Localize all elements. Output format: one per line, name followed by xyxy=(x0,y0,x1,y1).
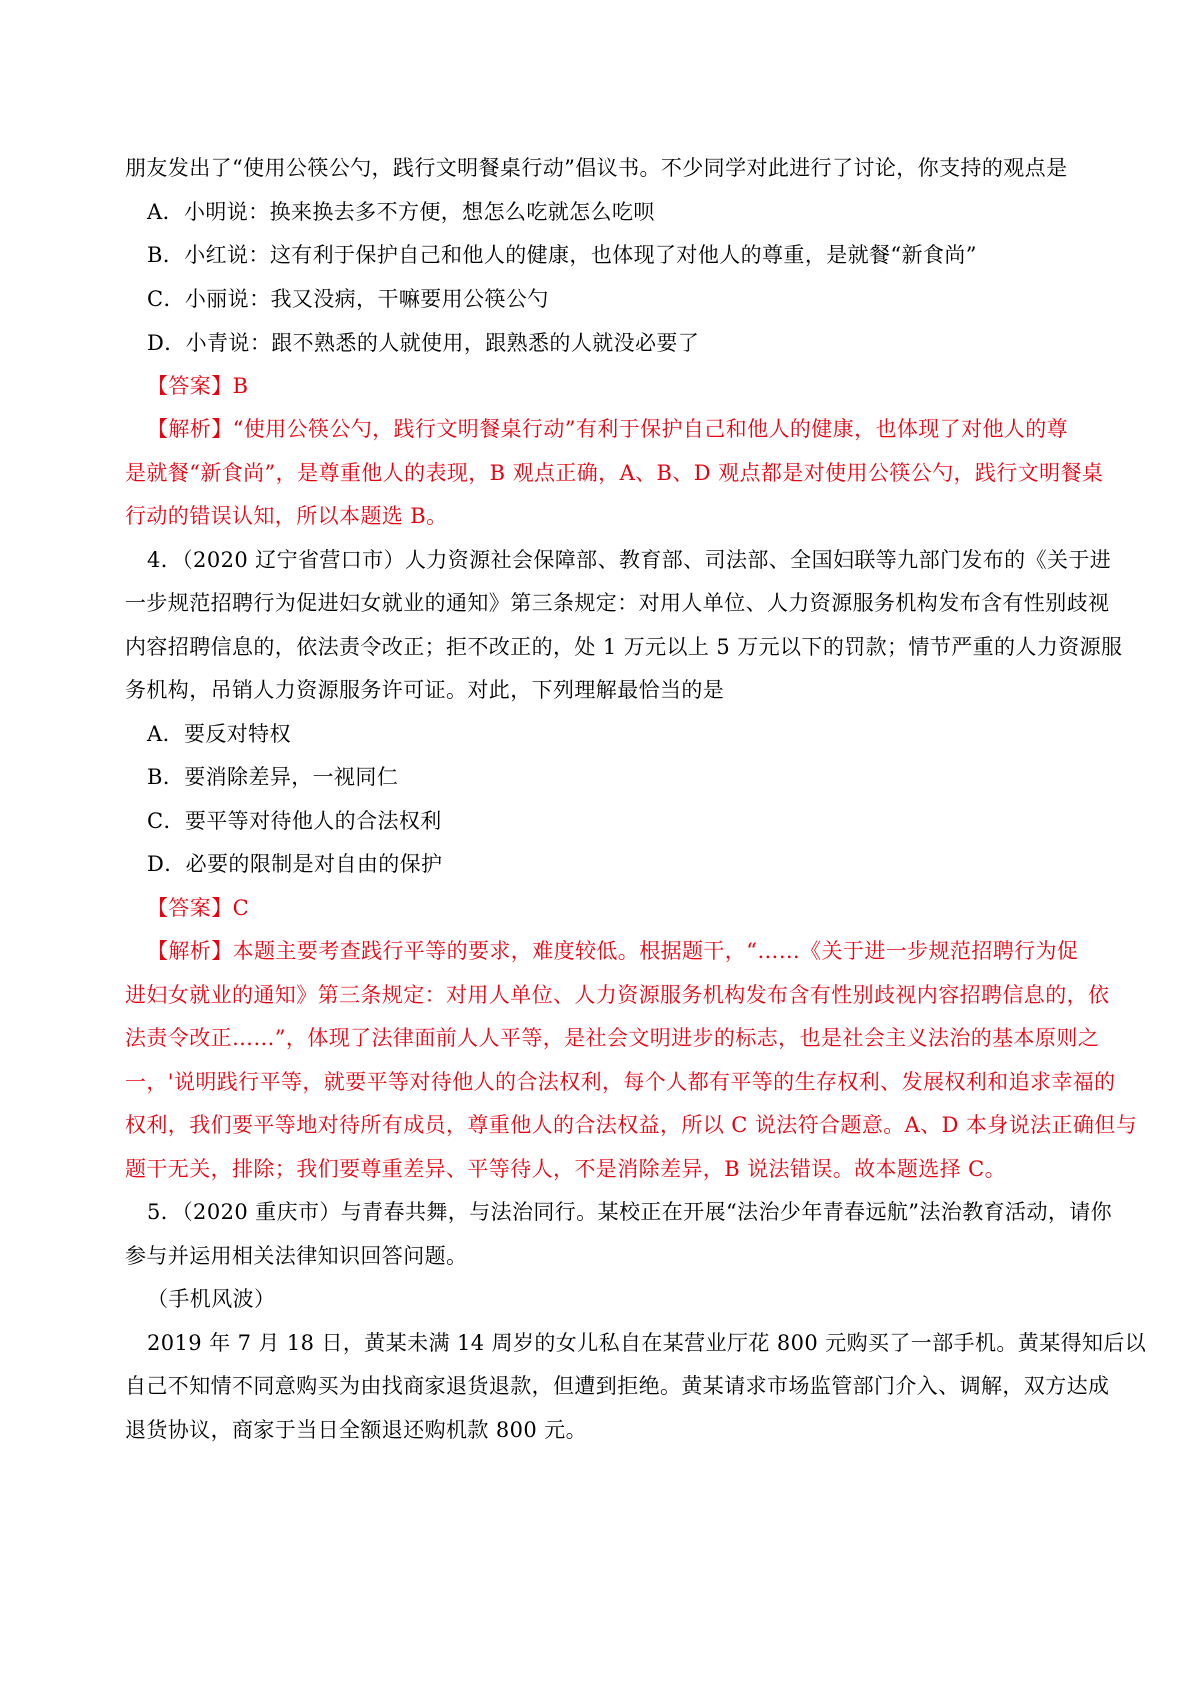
q5-material-line-2: 自己不知情不同意购买为由找商家退货退款，但遭到拒绝。黄某请求市场监管部门介入、调解，双方达成 xyxy=(125,1374,1110,1398)
q3-analysis-line-1: 【解析】“使用公筷公勺，践行文明餐桌行动”有利于保护自己和他人的健康，也体现了对他人的尊 xyxy=(147,417,1069,441)
q3-option-a: A．小明说：换来换去多不方便，想怎么吃就怎么吃呗 xyxy=(147,200,655,224)
q4-option-c: C．要平等对待他人的合法权利 xyxy=(147,809,442,833)
q3-analysis-line-3: 行动的错误认知，所以本题选 B。 xyxy=(125,504,448,528)
q3-stem-tail: 朋友发出了“使用公筷公勺，践行文明餐桌行动”倡议书。不少同学对此进行了讨论，你支持的观点是 xyxy=(125,156,1068,180)
q3-option-b: B．小红说：这有利于保护自己和他人的健康，也体现了对他人的尊重，是就餐“新食尚” xyxy=(147,243,977,267)
q5-stem-line-2: 参与并运用相关法律知识回答问题。 xyxy=(125,1244,468,1268)
q4-option-d: D．必要的限制是对自由的保护 xyxy=(147,852,443,876)
q4-analysis-line-3: 法责令改正……”，体现了法律面前人人平等，是社会文明进步的标志，也是社会主义法治的基本原则之 xyxy=(125,1026,1100,1050)
q3-analysis-line-2: 是就餐“新食尚”，是尊重他人的表现，B 观点正确，A、B、D 观点都是对使用公筷公勺，践行文明餐桌 xyxy=(125,461,1104,485)
q4-analysis-line-6: 题干无关，排除；我们要尊重差异、平等待人，不是消除差异，B 说法错误。故本题选择 C。 xyxy=(125,1157,1007,1181)
q4-stem-line-2: 一步规范招聘行为促进妇女就业的通知》第三条规定：对用人单位、人力资源服务机构发布含有性别歧视 xyxy=(125,591,1110,615)
q4-analysis-line-4: 一，'说明践行平等，就要平等对待他人的合法权利，每个人都有平等的生存权利、发展权利和追求幸福的 xyxy=(125,1070,1116,1094)
q4-analysis-line-1: 【解析】本题主要考查践行平等的要求，难度较低。根据题干，“……《关于进一步规范招聘行为促 xyxy=(147,939,1079,963)
q5-material-line-1: 2019 年 7 月 18 日，黄某未满 14 周岁的女儿私自在某营业厅花 800 元购买了一部手机。黄某得知后以 xyxy=(147,1331,1147,1355)
q5-subtitle: （手机风波） xyxy=(147,1287,276,1311)
q4-answer: 【答案】C xyxy=(147,896,250,920)
q5-material-line-3: 退货协议，商家于当日全额退还购机款 800 元。 xyxy=(125,1418,588,1442)
q4-option-b: B．要消除差异，一视同仁 xyxy=(147,765,399,789)
q4-stem-line-3: 内容招聘信息的，依法责令改正；拒不改正的，处 1 万元以上 5 万元以下的罚款；情节严重的人力资源服 xyxy=(125,635,1123,659)
q4-analysis-line-5: 权利，我们要平等地对待所有成员，尊重他人的合法权益，所以 C 说法符合题意。A、D 本身说法正确但与 xyxy=(125,1113,1138,1137)
q4-analysis-line-2: 进妇女就业的通知》第三条规定：对用人单位、人力资源服务机构发布含有性别歧视内容招聘信息的，依 xyxy=(125,983,1110,1007)
q5-stem-line-1: 5．（2020 重庆市）与青春共舞，与法治同行。某校正在开展“法治少年青春远航”法治教育活动，请你 xyxy=(147,1200,1113,1224)
q3-option-d: D．小青说：跟不熟悉的人就使用，跟熟悉的人就没必要了 xyxy=(147,331,700,355)
q4-option-a: A．要反对特权 xyxy=(147,722,291,746)
q3-answer: 【答案】B xyxy=(147,374,249,398)
q4-stem-line-4: 务机构，吊销人力资源服务许可证。对此，下列理解最恰当的是 xyxy=(125,678,725,702)
q4-stem-line-1: 4．（2020 辽宁省营口市）人力资源社会保障部、教育部、司法部、全国妇联等九部门发布的《关于进 xyxy=(147,548,1112,572)
q3-option-c: C．小丽说：我又没病，干嘛要用公筷公勺 xyxy=(147,287,549,311)
